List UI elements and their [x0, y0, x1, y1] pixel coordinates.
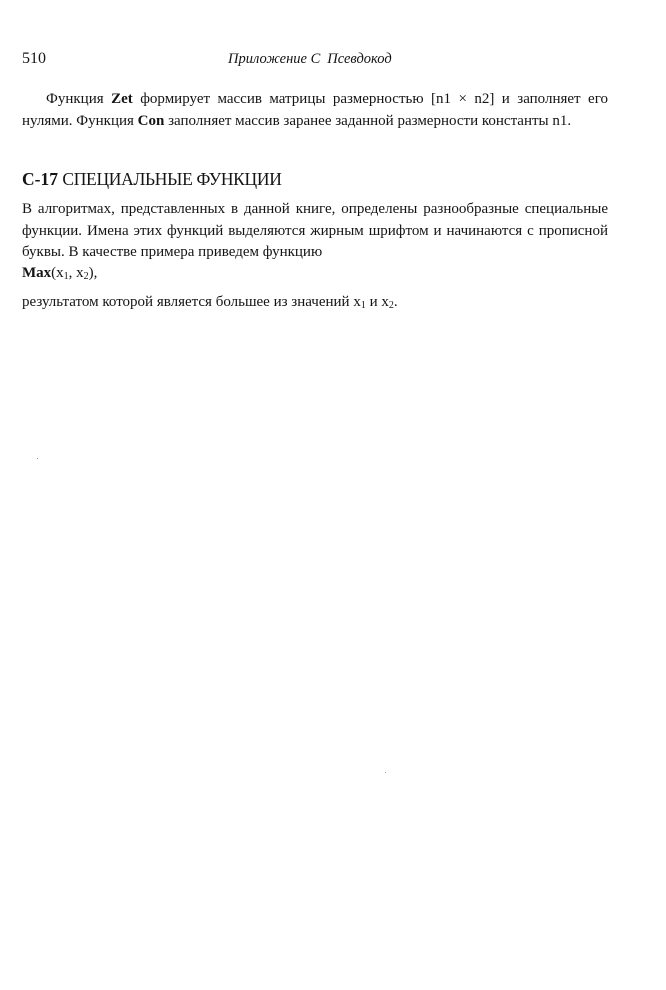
paragraph-result	[22, 294, 398, 311]
subscript: 1	[360, 300, 366, 311]
formula-part: , x	[68, 265, 84, 281]
scan-speck	[385, 772, 386, 773]
formula-part: (x	[51, 265, 64, 281]
scan-speck	[37, 458, 38, 459]
section-number: С-17	[22, 169, 58, 189]
paragraph-functions-zet-con	[22, 89, 608, 132]
page-header	[22, 50, 607, 72]
paragraph-text: формирует массив матрицы размерностью [n1 × n2] и заполняет его нулями. Функция	[22, 91, 608, 129]
paragraph-text: Функция	[46, 91, 112, 107]
paragraph-text: результатом которой является большее из значений x	[22, 294, 361, 310]
formula-max	[22, 265, 97, 282]
appendix-title: Псевдокод	[327, 51, 392, 67]
page-number: 510	[22, 50, 46, 67]
function-name-con: Con	[137, 112, 165, 129]
paragraph-text: и x	[365, 294, 389, 310]
subscript: 2	[83, 271, 89, 282]
running-head	[228, 51, 392, 68]
function-name-max: Max	[22, 265, 52, 281]
subscript: 2	[388, 300, 394, 311]
paragraph-text: .	[393, 294, 398, 310]
section-title: СПЕЦИАЛЬНЫЕ ФУНКЦИИ	[62, 169, 282, 189]
subscript: 1	[63, 271, 69, 282]
paragraph-text: заполняет массив заранее заданной размерности константы n1.	[164, 112, 572, 129]
formula-part: ),	[88, 265, 98, 281]
function-name-zet: Zet	[111, 91, 133, 107]
section-heading	[22, 169, 282, 190]
paragraph-special-functions: В алгоритмах, представленных в данной книге, определены разнообразные специальные функции. Имена этих функций выделяются жирным шрифтом и начинаются с прописной буквы. В качестве примера приведем функцию	[22, 201, 608, 260]
appendix-label: Приложение С	[228, 51, 321, 67]
